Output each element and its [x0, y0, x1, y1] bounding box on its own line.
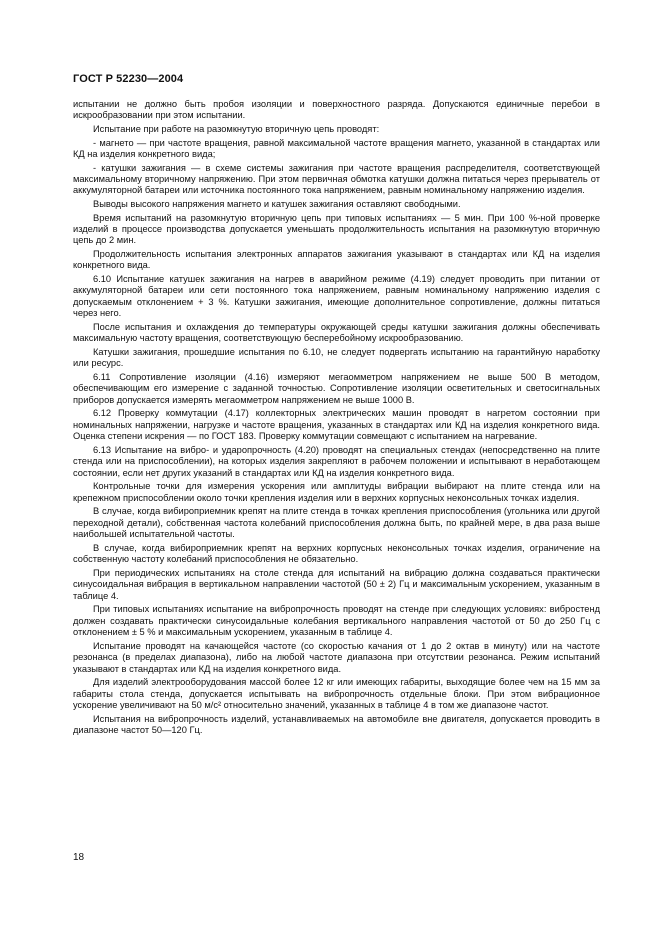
paragraph-magneto-item: - магнето — при частоте вращения, равной максимальной частоте вращения магнето, указанной в стандартах или КД на изделия конкретного вида; [73, 137, 600, 159]
paragraph-periodic-tests: При периодических испытаниях на столе стенда для испытаний на вибрацию должна создаваться практически синусоидальная вибрация в вертикальном направлении частотой (50 ± 2) Гц и максимальным ускорением, указанным в таблице 4. [73, 567, 600, 601]
paragraph-6-10: 6.10 Испытание катушек зажигания на нагрев в аварийном режиме (4.19) следует проводить при питании от аккумуляторной батареи или сети постоянного тока напряжением, равным номинальному напряжению изделия с допускаемым отклонением + 3 %. Катушки зажигания, имеющие дополнительное сопротивление, должны питаться через него. [73, 274, 600, 319]
paragraph-hv-terminals: Выводы высокого напряжения магнето и катушек зажигания оставляют свободными. [93, 199, 461, 209]
paragraph-after-cooling: После испытания и охлаждения до температуры окружающей среды катушки зажигания должны обеспечивать максимальную частоту вращения, соответствующую бесперебойному искрообразованию. [73, 321, 600, 344]
document-body [73, 99, 600, 739]
paragraph-open-circuit-intro: Испытание при работе на разомкнутую вторичную цепь проводят: [93, 124, 380, 134]
paragraph-sweep-frequency: Испытание проводят на качающейся частоте (со скоростью качания от 1 до 2 октав в минуту) или на частоте резонанса (в пределах диапазона), либо на любой частоте диапазона при отсутствии резонанса. Режим испытаний указывают в стандартах или КД на изделия конкретного вида. [73, 640, 600, 674]
paragraph-off-engine: Испытания на вибропрочность изделий, устанавливаемых на автомобиле вне двигателя, допускается проводить в диапазоне частот 50—120 Гц. [73, 713, 600, 735]
paragraph-6-13: 6.13 Испытание на вибро- и ударопрочность (4.20) проводят на специальных стендах (непосредственно на плите стенда или на приспособлении), на которых изделия закрепляют в рабочем положении и испытывают в неработающем состоянии, если нет других указаний в стандартах или КД на изделия конкретного вида. [73, 444, 600, 478]
page-number: 18 [73, 852, 85, 863]
paragraph-heavy-equipment: Для изделий электрооборудования массой более 12 кг или имеющих габариты, выходящие более чем на 15 мм за габариты стола стенда, допускается испытывать на вибропрочность отдельные блоки. При этом вибрационное ускорение увеличивают на 50 м/с² относительно значений, указанных в таблице 4 в том же диапазоне частот. [73, 677, 600, 710]
paragraph-sensor-on-plate: В случае, когда вибироприемник крепят на плите стенда в точках крепления приспособления (угольника или другой переходной детали), собственная частота колебаний приспособления должна быть, по крайней мере, в два раза выше наибольшей испытательной частоты. [73, 506, 600, 540]
paragraph-control-points: Контрольные точки для измерения ускорения или амплитуды вибрации выбирают на плите стенда или на крепежном приспособлении около точки крепления изделия или в верхних корпусных неконсольных точках изделия. [73, 481, 600, 503]
paragraph-6-12: 6.12 Проверку коммутации (4.17) коллекторных электрических машин проводят в нагретом состоянии при номинальных напряжении, нагрузке и частоте вращения, указанных в стандартах или КД на изделия конкретного вида. Оценка степени искрения — по ГОСТ 183. Проверку коммутации совмещают с испытанием на нагревание. [73, 408, 600, 442]
paragraph-sensor-on-housing: В случае, когда вибироприемник крепят на верхних корпусных неконсольных точках изделия, ограничение на собственную частоту колебаний приспособления не обязательно. [73, 542, 600, 565]
paragraph-6-11: 6.11 Сопротивление изоляции (4.16) измеряют мегаомметром напряжением не выше 500 В методом, обеспечивающим его измерение с заданной точностью. Сопротивление изоляции осветительных и светосигнальных приборов допускается измерять мегаомметром напряжением не выше 1000 В. [73, 371, 600, 405]
paragraph-warranty: Катушки зажигания, прошедшие испытания по 6.10, не следует подвергать испытанию на гарантийную наработку или ресурс. [73, 346, 600, 369]
paragraph-breakdown-continuation: испытании не должно быть пробоя изоляции и поверхностного разряда. Допускаются единичные перебои в искрообразовании при этом испытании. [73, 99, 600, 121]
paragraph-coil-item: - катушки зажигания — в схеме системы зажигания при частоте вращения распределителя, соответствующей максимальному вторичному напряжению. При этом первичная обмотка катушки должна питаться через прерыватель от аккумуляторной батареи или источника постоянного тока напряжением, равным номинальному напряжению изделия. [73, 162, 600, 196]
document-header: ГОСТ Р 52230—2004 [73, 73, 184, 85]
paragraph-type-tests: При типовых испытаниях испытание на вибропрочность проводят на стенде при следующих условиях: вибростенд должен создавать практически синусоидальные колебания вертикального направления частотой от 50 до 250 Гц с отклонением ± 5 % и максимальным ускорением, указанным в таблице 4. [73, 604, 600, 638]
paragraph-test-duration: Время испытаний на разомкнутую вторичную цепь при типовых испытаниях — 5 мин. При 100 %-ной проверке изделий в процессе производства допускается уменьшать продолжительность испытания на разомкнутую вторичную цепь до 2 мин. [73, 212, 600, 246]
paragraph-electronic-duration: Продолжительность испытания электронных аппаратов зажигания указывают в стандартах или КД на изделия конкретного вида. [73, 249, 600, 271]
